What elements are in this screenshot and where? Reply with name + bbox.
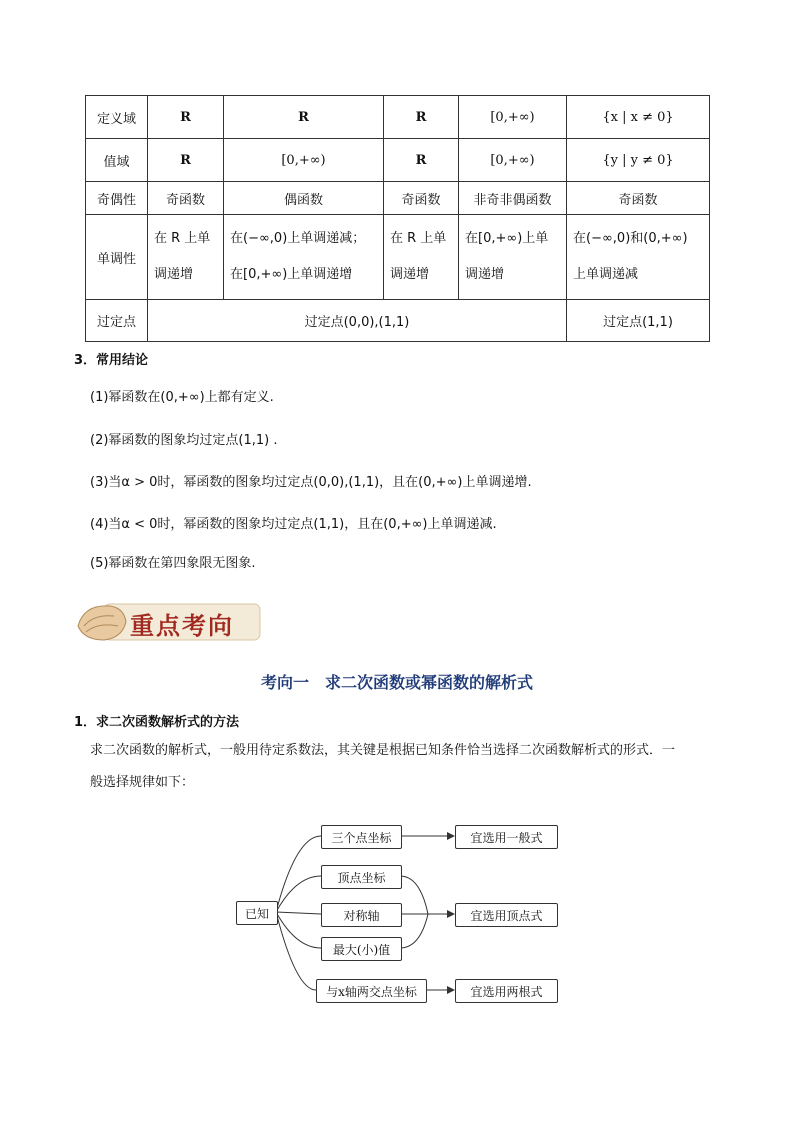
cell: R: [384, 96, 459, 139]
key-topics-banner: [74, 596, 264, 646]
cell: [148, 215, 224, 300]
cell: 过定点(0,0),(1,1): [148, 300, 567, 342]
cell-line: 在 R 上单: [154, 231, 211, 246]
known-box: 已知: [236, 901, 278, 925]
cell: [224, 215, 384, 300]
table-row: [86, 96, 710, 139]
cell-line: 上单调递减: [573, 267, 639, 282]
x-intersections-box: 与x轴两交点坐标: [316, 979, 427, 1003]
cell-line: 在 R 上单: [390, 231, 447, 246]
row-label: 过定点: [86, 300, 148, 342]
cell: R: [384, 139, 459, 182]
table-row: [86, 182, 710, 215]
table-row: [86, 215, 710, 300]
conclusion-item: (2)幂函数的图象均过定点(1,1) .: [90, 433, 278, 448]
cell: [567, 215, 710, 300]
table-row: [86, 300, 710, 342]
cell: 偶函数: [224, 182, 384, 215]
cell: R: [148, 96, 224, 139]
conclusion-item: (3)当α > 0时，幂函数的图象均过定点(0,0),(1,1)，且在(0,+∞)上单调递增.: [90, 475, 532, 490]
conclusions-heading: 3．常用结论: [74, 353, 149, 368]
row-label: 定义域: [86, 96, 148, 139]
cell: 过定点(1,1): [567, 300, 710, 342]
cell: 非奇非偶函数: [459, 182, 567, 215]
cell-line: 调递增: [465, 267, 505, 282]
power-function-properties-table: [85, 95, 710, 342]
cell: [0,+∞): [459, 96, 567, 139]
row-label: 值域: [86, 139, 148, 182]
cell-line: 在[0,+∞)上单调递增: [230, 267, 353, 282]
table-row: [86, 139, 710, 182]
vertex-box: 顶点坐标: [321, 865, 402, 889]
cell: {x | x ≠ 0}: [567, 96, 710, 139]
cell: [0,+∞): [459, 139, 567, 182]
cell: 奇函数: [384, 182, 459, 215]
three-points-box: 三个点坐标: [321, 825, 402, 849]
vertex-form-box: 宜选用顶点式: [455, 903, 558, 927]
method-paragraph-line: 般选择规律如下：: [90, 775, 195, 790]
topic-title: 考向一 求二次函数或幂函数的解析式: [260, 673, 533, 692]
cell: [384, 215, 459, 300]
root-form-box: 宜选用两根式: [455, 979, 558, 1003]
cell-line: 调递增: [390, 267, 430, 282]
cell: {y | y ≠ 0}: [567, 139, 710, 182]
cell-line: 在(−∞,0)和(0,+∞): [573, 231, 688, 246]
method-paragraph-line: 求二次函数的解析式，一般用待定系数法，其关键是根据已知条件恰当选择二次函数解析式的形式．一: [90, 743, 676, 758]
cell: [459, 215, 567, 300]
row-label: 单调性: [86, 215, 148, 300]
row-label: 奇偶性: [86, 182, 148, 215]
banner-title: 重点考向: [130, 611, 234, 640]
cell: R: [148, 139, 224, 182]
conclusion-item: (5)幂函数在第四象限无图象.: [90, 556, 256, 571]
cell-line: 调递增: [154, 267, 194, 282]
conclusion-item: (1)幂函数在(0,+∞)上都有定义.: [90, 390, 274, 405]
method-heading: 1．求二次函数解析式的方法: [74, 715, 240, 730]
cell-line: 在[0,+∞)上单: [465, 231, 549, 246]
cell: R: [224, 96, 384, 139]
cell-line: 在(−∞,0)上单调递减；: [230, 231, 366, 246]
general-form-box: 宜选用一般式: [455, 825, 558, 849]
cell: 奇函数: [567, 182, 710, 215]
cell: 奇函数: [148, 182, 224, 215]
extreme-value-box: 最大(小)值: [321, 937, 402, 961]
conclusion-item: (4)当α < 0时，幂函数的图象均过定点(1,1)，且在(0,+∞)上单调递减.: [90, 517, 497, 532]
axis-box: 对称轴: [321, 903, 402, 927]
cell: [0,+∞): [224, 139, 384, 182]
